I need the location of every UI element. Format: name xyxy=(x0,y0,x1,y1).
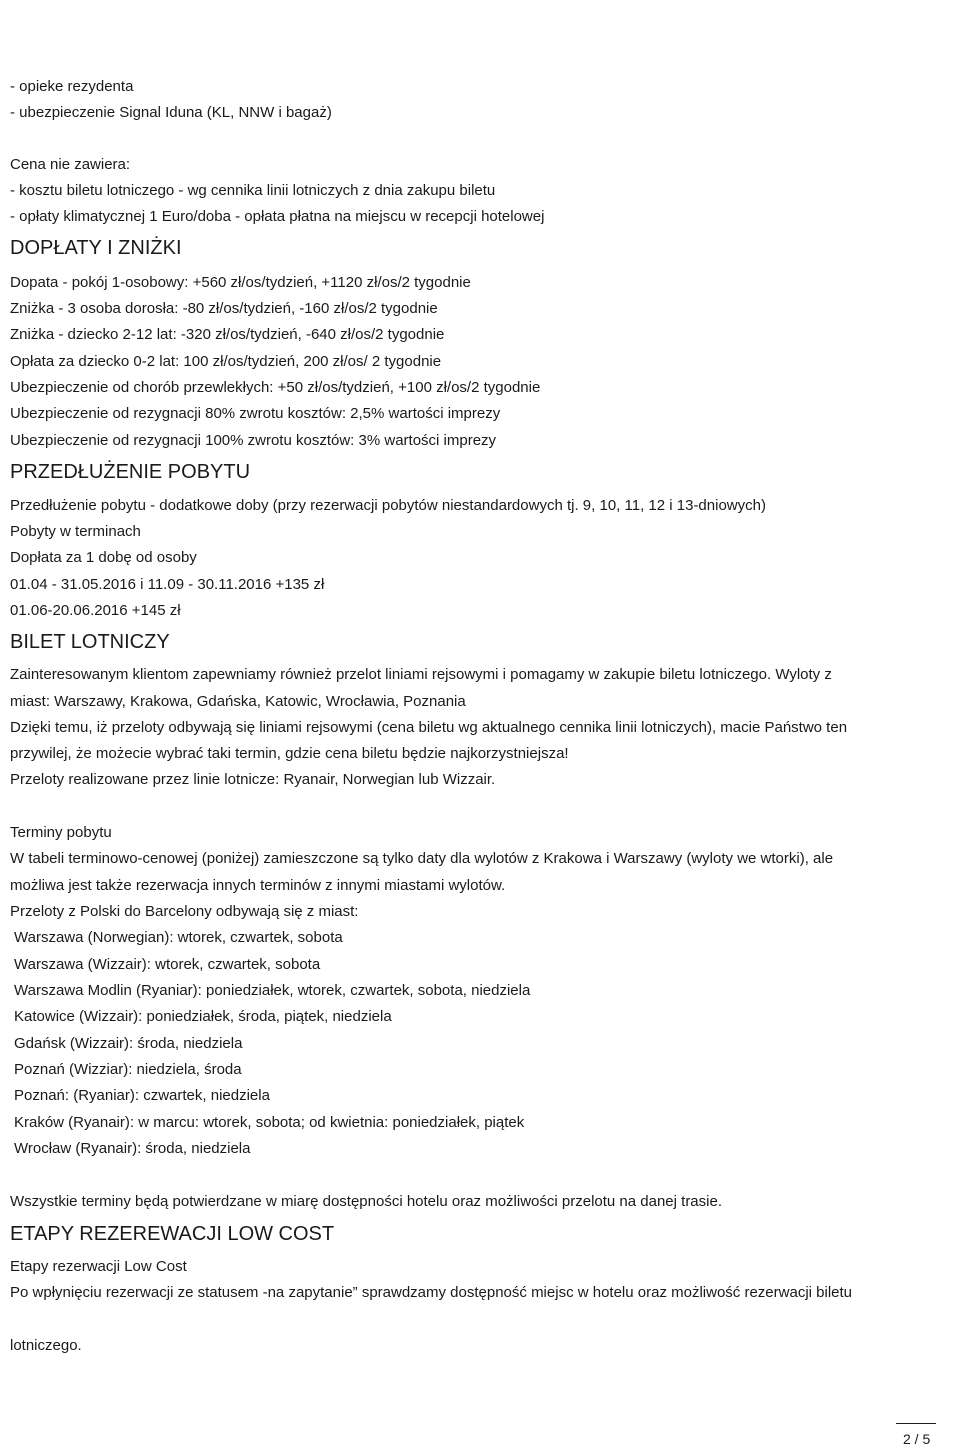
departure-city-item: Poznań (Wizziar): niedziela, środa xyxy=(14,1061,242,1078)
intro-line-2: - ubezpieczenie Signal Iduna (KL, NNW i bagaż) xyxy=(10,104,332,121)
surcharge-item: Dopata - pokój 1-osobowy: +560 zł/os/tydzień, +1120 zł/os/2 tygodnie xyxy=(10,274,471,291)
terms-paragraph-line: W tabeli terminowo-cenowej (poniżej) zamieszczone są tylko daty dla wylotów z Krakowa i Warszawy (wyloty we wtorki), ale xyxy=(10,850,834,867)
terms-paragraph-line: możliwa jest także rezerwacja innych terminów z innymi miastami wylotów. xyxy=(10,877,506,894)
flight-paragraph-line: Przeloty realizowane przez linie lotnicze: Ryanair, Norwegian lub Wizzair. xyxy=(10,771,496,788)
stages-paragraph-line: lotniczego. xyxy=(10,1337,82,1354)
not-included-line-2: - opłaty klimatycznej 1 Euro/doba - opłata płatna na miejscu w recepcji hotelowej xyxy=(10,208,545,225)
departure-city-item: Warszawa Modlin (Ryaniar): poniedziałek, wtorek, czwartek, sobota, niedziela xyxy=(14,982,531,999)
flight-paragraph-line: miast: Warszawy, Krakowa, Gdańska, Katowic, Wrocławia, Poznania xyxy=(10,693,466,710)
extension-item: 01.04 - 31.05.2016 i 11.09 - 30.11.2016 +135 zł xyxy=(10,576,325,593)
section-heading-extension: PRZEDŁUŻENIE POBYTU xyxy=(10,461,251,483)
terms-paragraph-line: Przeloty z Polski do Barcelony odbywają się z miast: xyxy=(10,903,359,920)
surcharge-item: Ubezpieczenie od chorób przewlekłych: +50 zł/os/tydzień, +100 zł/os/2 tygodnie xyxy=(10,379,541,396)
section-heading-flight: BILET LOTNICZY xyxy=(10,631,170,653)
section-heading-stages: ETAPY REZEREWACJI LOW COST xyxy=(10,1223,335,1245)
surcharge-item: Zniżka - 3 osoba dorosła: -80 zł/os/tydzień, -160 zł/os/2 tygodnie xyxy=(10,300,438,317)
surcharge-item: Zniżka - dziecko 2-12 lat: -320 zł/os/tydzień, -640 zł/os/2 tygodnie xyxy=(10,326,445,343)
not-included-title: Cena nie zawiera: xyxy=(10,156,131,173)
departure-city-item: Poznań: (Ryaniar): czwartek, niedziela xyxy=(14,1087,270,1104)
extension-item: Dopłata za 1 dobę od osoby xyxy=(10,549,197,566)
extension-item: Pobyty w terminach xyxy=(10,523,141,540)
flight-paragraph-line: przywilej, że możecie wybrać taki termin, gdzie cena biletu będzie najkorzystniejsza! xyxy=(10,745,569,762)
flight-paragraph-line: Zainteresowanym klientom zapewniamy również przelot liniami rejsowymi i pomagamy w zakupie biletu lotniczego. Wyloty z xyxy=(10,666,832,683)
stages-paragraph-line: Po wpłynięciu rezerwacji ze statusem -na zapytanie” sprawdzamy dostępność miejsc w hotelu oraz możliwość rezerwacji biletu xyxy=(10,1284,853,1301)
stages-subtitle: Etapy rezerwacji Low Cost xyxy=(10,1258,187,1275)
departure-city-item: Kraków (Ryanair): w marcu: wtorek, sobota; od kwietnia: poniedziałek, piątek xyxy=(14,1114,525,1131)
departure-city-item: Gdańsk (Wizzair): środa, niedziela xyxy=(14,1035,243,1052)
departure-city-item: Wrocław (Ryanair): środa, niedziela xyxy=(14,1140,251,1157)
intro-line-1: - opieke rezydenta xyxy=(10,78,134,95)
extension-item: 01.06-20.06.2016 +145 zł xyxy=(10,602,181,619)
flight-paragraph-line: Dzięki temu, iż przeloty odbywają się liniami rejsowymi (cena biletu wg aktualnego cennika linii lotniczych), macie Państwo ten xyxy=(10,719,848,736)
departure-city-item: Katowice (Wizzair): poniedziałek, środa, piątek, niedziela xyxy=(14,1008,392,1025)
section-heading-surcharges: DOPŁATY I ZNIŻKI xyxy=(10,237,182,259)
surcharge-item: Opłata za dziecko 0-2 lat: 100 zł/os/tydzień, 200 zł/os/ 2 tygodnie xyxy=(10,353,442,370)
departure-city-item: Warszawa (Wizzair): wtorek, czwartek, sobota xyxy=(14,956,321,973)
not-included-line-1: - kosztu biletu lotniczego - wg cennika linii lotniczych z dnia zakupu biletu xyxy=(10,182,496,199)
surcharge-item: Ubezpieczenie od rezygnacji 100% zwrotu kosztów: 3% wartości imprezy xyxy=(10,432,497,449)
footer-divider xyxy=(896,1423,936,1424)
page-number: 2 / 5 xyxy=(903,1431,931,1447)
surcharge-item: Ubezpieczenie od rezygnacji 80% zwrotu kosztów: 2,5% wartości imprezy xyxy=(10,405,501,422)
extension-item: Przedłużenie pobytu - dodatkowe doby (przy rezerwacji pobytów niestandardowych tj. 9, 10, 11, 12 i 13-dniowych) xyxy=(10,497,766,514)
terms-note: Wszystkie terminy będą potwierdzane w miarę dostępności hotelu oraz możliwości przelotu na danej trasie. xyxy=(10,1193,722,1210)
departure-city-item: Warszawa (Norwegian): wtorek, czwartek, sobota xyxy=(14,929,343,946)
terms-title: Terminy pobytu xyxy=(10,824,112,841)
